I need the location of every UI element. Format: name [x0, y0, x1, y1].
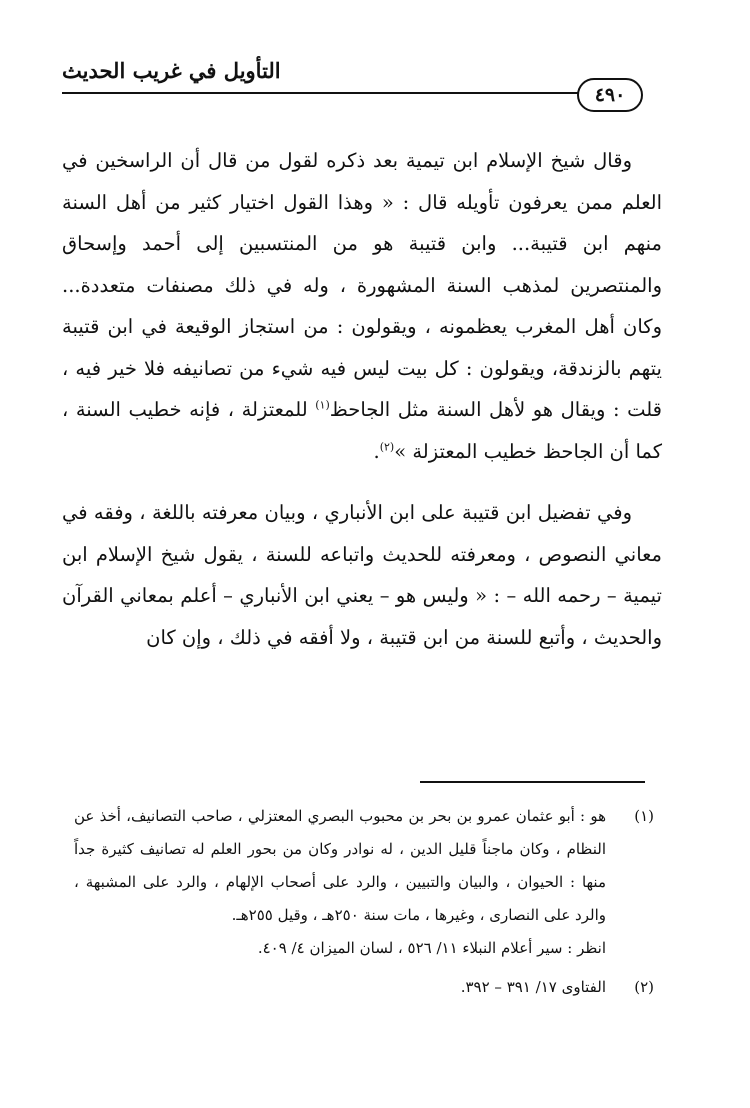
main-text	[62, 140, 662, 658]
footnote-ref-2: (٢)	[379, 440, 395, 453]
footnote-separator	[420, 781, 645, 783]
footnote-source: انظر : سير أعلام النبلاء ١١/ ٥٢٦ ، لسان الميزان ٤/ ٤٠٩.	[257, 939, 606, 957]
header-rule	[62, 92, 640, 94]
paragraph-1-part-b: للمعتزلة ، فإنه خطيب السنة ، كما أن الجاحظ خطيب المعتزلة »	[62, 398, 662, 463]
footnotes	[74, 800, 654, 1004]
paragraph-2: وفي تفضيل ابن قتيبة على ابن الأنباري ، وبيان معرفته باللغة ، وفقه في معاني النصوص ، ومعرفته للحديث واتباعه للسنة ، يقول شيخ الإسلام ابن تيمية – رحمه الله – : « وليس هو – يعني ابن الأنباري – أعلم بمعاني القرآن والحديث ، وأتبع للسنة من ابن قتيبة ، ولا أفقه في ذلك ، وإن كان	[62, 501, 662, 649]
paragraph-1-part-a: وقال شيخ الإسلام ابن تيمية بعد ذكره لقول من قال أن الراسخين في العلم ممن يعرفون تأويله قال : « وهذا القول اختيار كثير من أهل السنة منهم ابن قتيبة... وابن قتيبة هو من المنتسبين إلى أحمد وإسحاق والمنتصرين لمذهب السنة المشهورة ، وله في ذلك مصنفات متعددة... وكان أهل المغرب يعظمونه ، ويقولون : من استجاز الوقيعة في ابن قتيبة يتهم بالزندقة، ويقولون : كل بيت ليس فيه شيء من تصانيفه فلا خير فيه ، قلت : ويقال هو لأهل السنة مثل الجاحظ	[62, 149, 663, 421]
footnote-number: (٢)	[634, 978, 654, 996]
footnote-text: هو : أبو عثمان عمرو بن بحر بن محبوب البصري المعتزلي ، صاحب التصانيف، أخذ عن النظام ، وكان ماجناً قليل الدين ، له نوادر وكان من بحور العلم له تصانيف كثيرة جداً منها : الحيوان ، والبيان والتبيين ، والرد على أصحاب الإلهام ، والرد على المشبهة ، والرد على النصارى ، وغيرها ، مات سنة ٢٥٠هـ ، وقيل ٢٥٥هـ.	[74, 807, 606, 924]
footnote-text: الفتاوى ١٧/ ٣٩١ – ٣٩٢.	[460, 978, 606, 996]
page-number: ٤٩٠	[577, 78, 643, 112]
footnote-1	[74, 800, 654, 965]
footnote-2	[74, 971, 654, 1004]
footnote-number: (١)	[634, 807, 654, 825]
paragraph-1-part-c: .	[373, 439, 380, 463]
footnote-ref-1: (١)	[315, 398, 330, 412]
running-header-title: التأويل في غريب الحديث	[62, 58, 281, 83]
paragraph-1	[62, 140, 662, 472]
